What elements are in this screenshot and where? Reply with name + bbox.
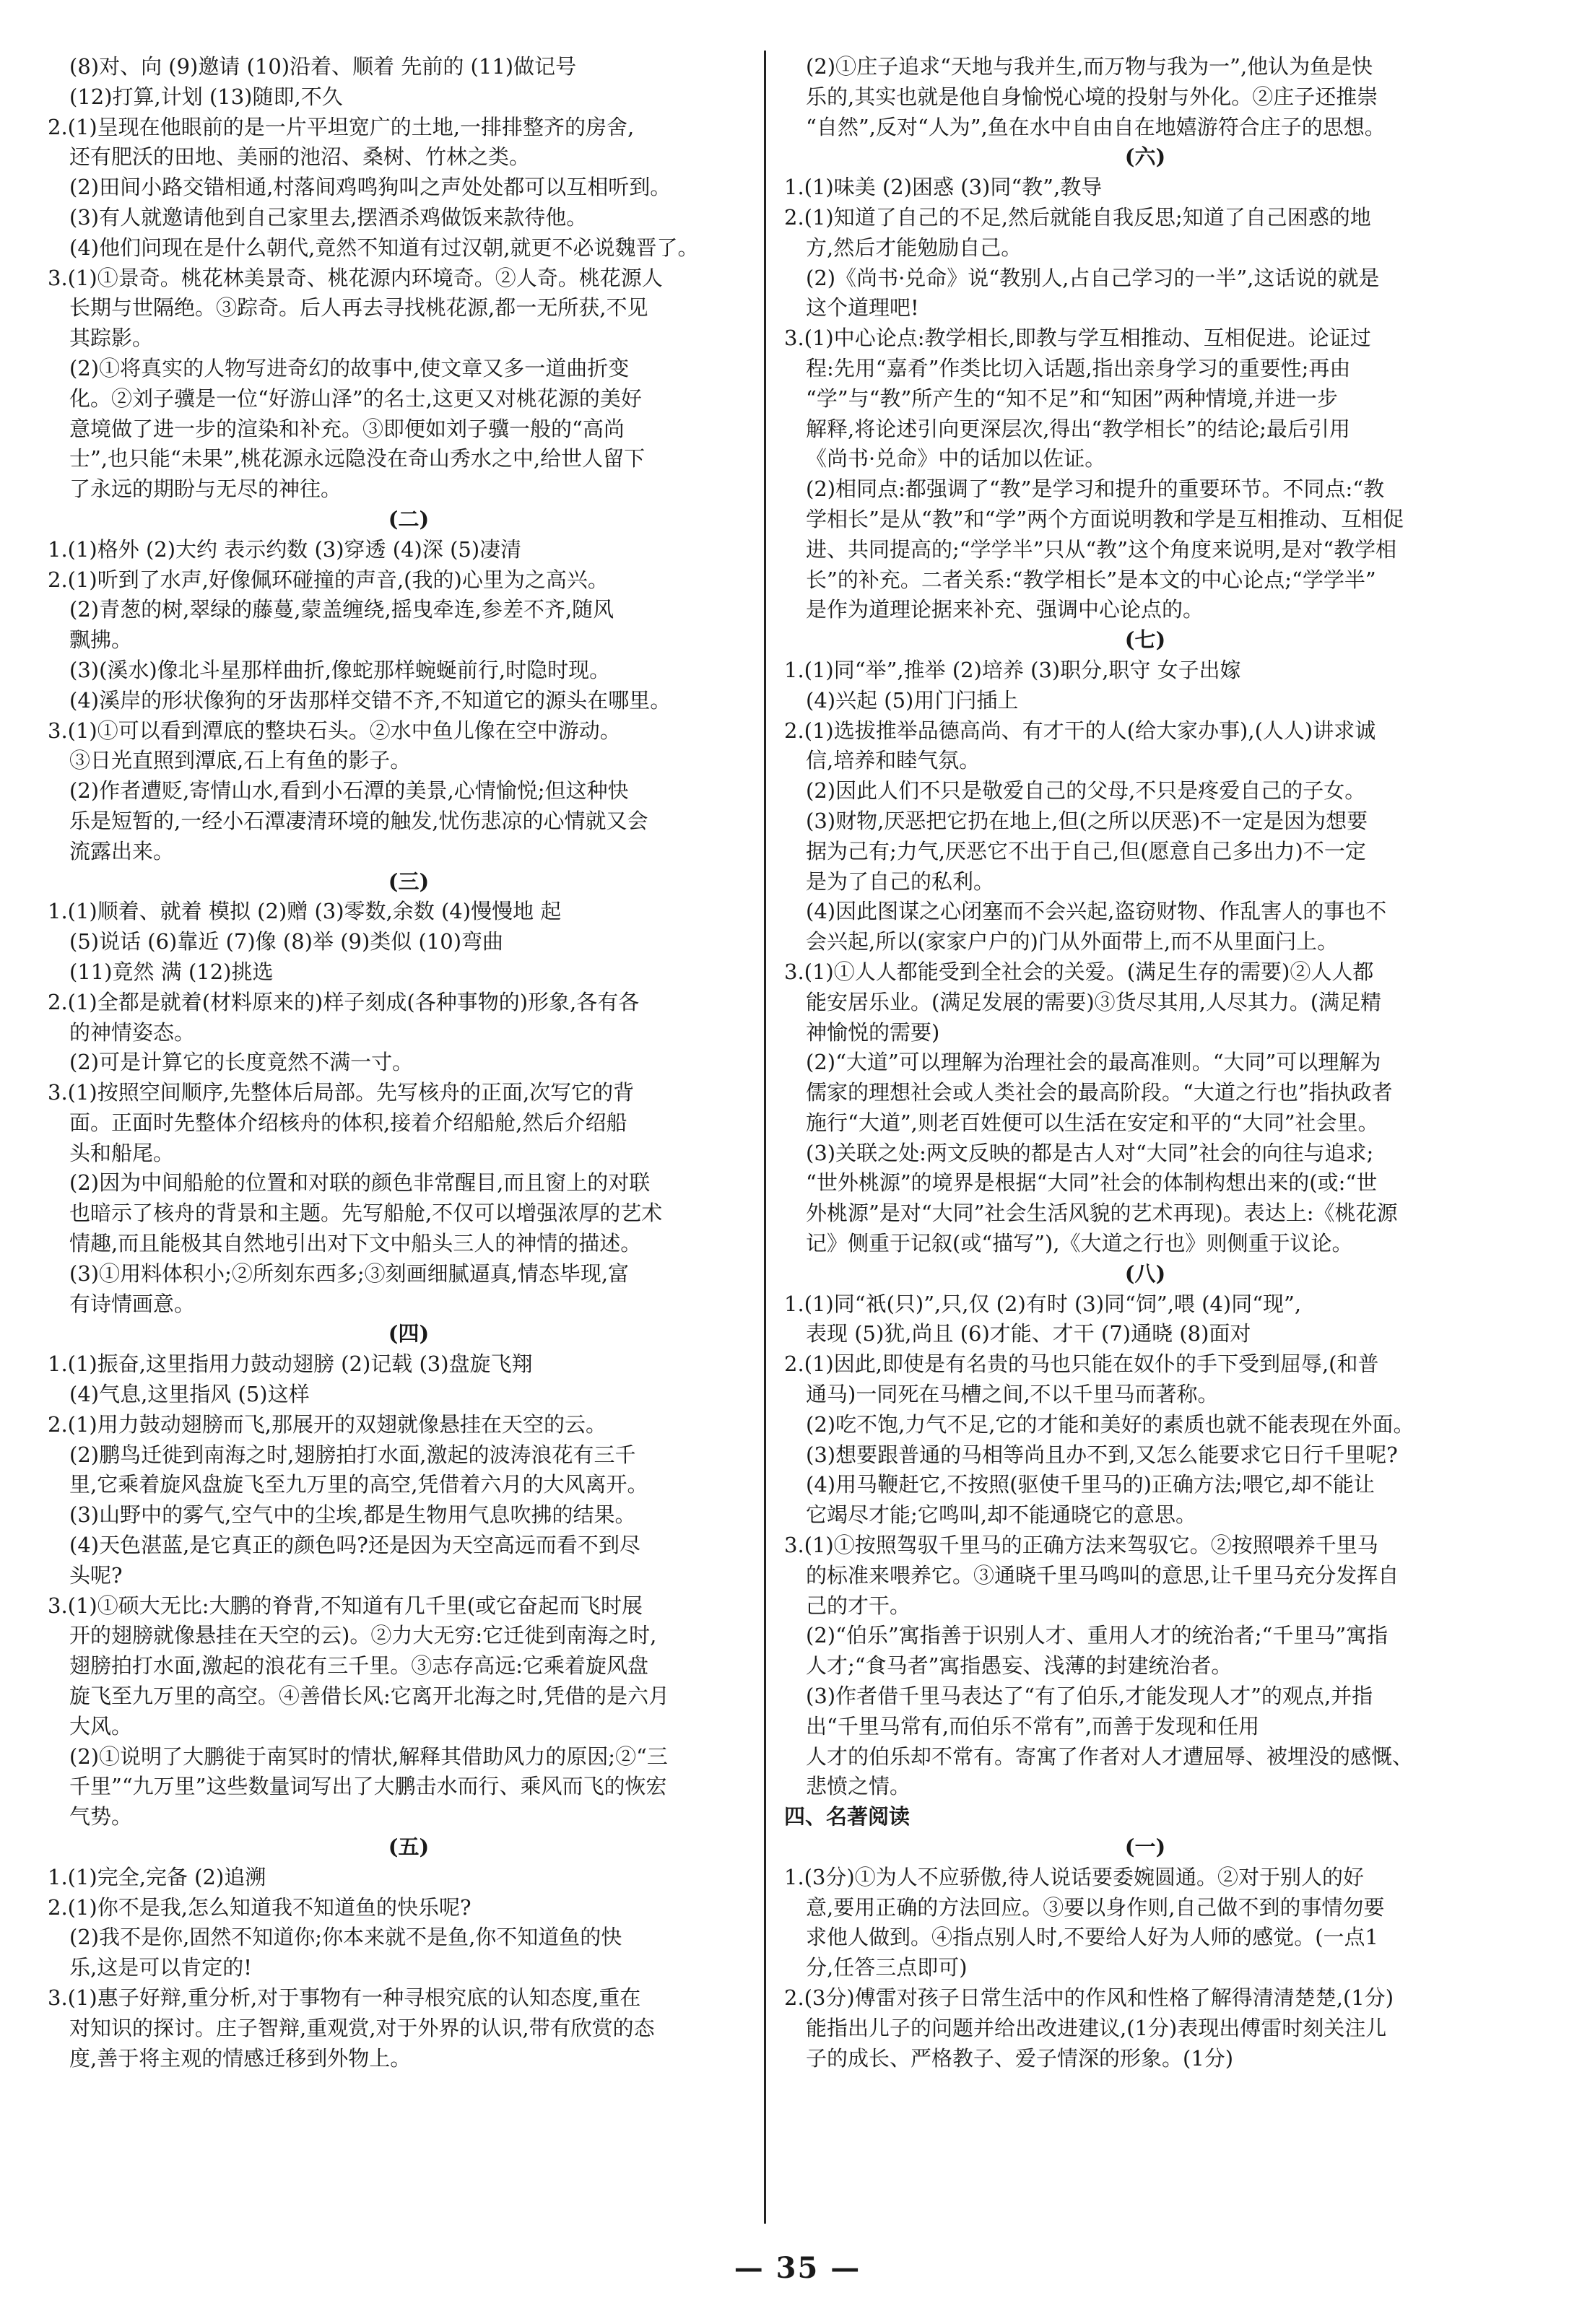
answer-line: (2)作者遭贬,寄情山水,看到小石潭的美景,心情愉悦;但这种快 (69, 778, 629, 804)
answer-line: 1.(3分)①为人不应骄傲,待人说话要委婉圆通。②对于别人的好 (784, 1864, 1364, 1889)
answer-line: 它竭尽才能;它鸣叫,却不能通晓它的意思。 (806, 1502, 1196, 1528)
answer-line: 分,任答三点即可) (806, 1955, 968, 1980)
answer-line: 2.(3分)傅雷对孩子日常生活中的作风和性格了解得清清楚楚,(1分) (784, 1985, 1394, 2010)
answer-line: 解释,将论述引向更深层次,得出“教学相长”的结论;最后引用 (806, 416, 1350, 441)
answer-line: 1.(1)同“举”,推举 (2)培养 (3)职分,职守 女子出嫁 (784, 657, 1241, 682)
answer-line: (2)因为中间船舱的位置和对联的颜色非常醒目,而且窗上的对联 (69, 1170, 651, 1196)
answer-line: 人才的伯乐却不常有。寄寓了作者对人才遭屈辱、被埋没的感慨、 (806, 1744, 1414, 1769)
answer-line: (2)可是计算它的长度竟然不满一寸。 (69, 1050, 414, 1075)
answer-line: 《尚书·兑命》中的话加以佐证。 (806, 446, 1106, 471)
answer-line: (4)兴起 (5)用门闩插上 (806, 687, 1019, 713)
answer-line: 进、共同提高的;“学学半”只从“教”这个角度来说明,是对“教学相 (806, 536, 1397, 562)
answer-line: 2.(1)用力鼓动翅膀而飞,那展开的双翅就像悬挂在天空的云。 (48, 1411, 607, 1437)
right-column (784, 52, 1506, 2073)
answer-line: 外桃源”是对“大同”社会生活风貌的艺术再现)。表达上:《桃花源 (806, 1201, 1398, 1226)
answer-line: 会兴起,所以(家家户户的)门从外面带上,而不从里面闩上。 (806, 929, 1339, 954)
answer-line: 3.(1)①人人都能受到全社会的关爱。(满足生存的需要)②人人都 (784, 959, 1374, 984)
answer-line: (2)鹏鸟迁徙到南海之时,翅膀拍打水面,激起的波涛浪花有三千 (69, 1442, 636, 1467)
answer-line: 其踪影。 (69, 326, 154, 351)
answer-line: 能安居乐业。(满足发展的需要)③货尽其用,人尽其力。(满足精 (806, 989, 1382, 1014)
page-number: — 35 — (734, 2251, 861, 2285)
answer-line: 的标准来喂养它。③通晓千里马鸣叫的意思,让千里马充分发挥自 (806, 1562, 1399, 1588)
answer-line: 是作为道理论据来补充、强调中心论点的。 (806, 597, 1204, 622)
answer-line: 记》侧重于记叙(或“描写”),《大道之行也》则侧重于议论。 (806, 1231, 1353, 1256)
answer-line: 开的翅膀就像悬挂在天空的云)。②力大无穷:它迁徙到南海之时, (69, 1623, 657, 1648)
answer-line: (2)①说明了大鹏徙于南冥时的情状,解释其借助风力的原因;②“三 (69, 1744, 668, 1769)
answer-line: 1.(1)格外 (2)大约 表示约数 (3)穿透 (4)深 (5)凄清 (48, 536, 522, 562)
answer-line: 1.(1)味美 (2)困惑 (3)同“教”,教导 (784, 175, 1103, 200)
answer-line: (2)青葱的树,翠绿的藤蔓,蒙盖缠绕,摇曳牵连,参差不齐,随风 (69, 597, 614, 622)
answer-line: 1.(1)同“祇(只)”,只,仅 (2)有时 (3)同“饲”,喂 (4)同“现”, (784, 1291, 1302, 1316)
answer-line: 通马)一同死在马槽之间,不以千里马而著称。 (806, 1382, 1219, 1407)
answer-line: 也暗示了核舟的背景和主题。先写船舱,不仅可以增强浓厚的艺术 (69, 1201, 663, 1226)
left-column (48, 52, 770, 2073)
answer-line: 是为了自己的私利。 (806, 869, 995, 894)
answer-line: 长期与世隔绝。③踪奇。后人再去寻找桃花源,都一无所获,不见 (69, 295, 648, 321)
answer-line: (2)相同点:都强调了“教”是学习和提升的重要环节。不同点:“教 (806, 476, 1385, 502)
part-heading: 四、名著阅读 (784, 1804, 911, 1829)
answer-line: (4)他们问现在是什么朝代,竟然不知道有过汉朝,就更不必说魏晋了。 (69, 235, 699, 260)
answer-line: 大风。 (69, 1713, 133, 1738)
answer-line: 的神情姿态。 (69, 1019, 196, 1045)
answer-line: 悲愤之情。 (806, 1774, 911, 1799)
answer-line: (3)山野中的雾气,空气中的尘埃,都是生物用气息吹拂的结果。 (69, 1502, 636, 1528)
answer-line: 乐是短暂的,一经小石潭凄清环境的触发,忧伤悲凉的心情就又会 (69, 808, 648, 833)
section-heading: (七) (1124, 627, 1166, 653)
answer-line: “自然”,反对“人为”,鱼在水中自由自在地嬉游符合庄子的思想。 (806, 114, 1386, 139)
answer-line: (4)天色湛蓝,是它真正的颜色吗?还是因为天空高远而看不到尽 (69, 1533, 640, 1558)
answer-line: 面。正面时先整体介绍核舟的体积,接着介绍船舱,然后介绍船 (69, 1110, 627, 1135)
answer-line: 3.(1)①按照驾驭千里马的正确方法来驾驭它。②按照喂养千里马 (784, 1533, 1378, 1558)
answer-line: (2)“伯乐”寓指善于识别人才、重用人才的统治者;“千里马”寓指 (806, 1623, 1388, 1648)
answer-line: 3.(1)按照空间顺序,先整体后局部。先写核舟的正面,次写它的背 (48, 1080, 635, 1105)
answer-line: (3)想要跟普通的马相等尚且办不到,又怎么能要求它日行千里呢? (806, 1442, 1398, 1467)
answer-line: 3.(1)惠子好辩,重分析,对于事物有一种寻根究底的认知态度,重在 (48, 1985, 641, 2010)
answer-line: 2.(1)呈现在他眼前的是一片平坦宽广的土地,一排排整齐的房舍, (48, 114, 635, 139)
answer-line: “学”与“教”所产生的“知不足”和“知困”两种情境,并进一步 (806, 386, 1338, 411)
section-heading: (四) (388, 1321, 430, 1346)
answer-line: 1.(1)振奋,这里指用力鼓动翅膀 (2)记载 (3)盘旋飞翔 (48, 1352, 533, 1377)
answer-line: 3.(1)中心论点:教学相长,即教与学互相推动、互相促进。论证过 (784, 326, 1371, 351)
answer-line: 施行“大道”,则老百姓便可以生活在安定和平的“大同”社会里。 (806, 1110, 1379, 1135)
answer-line: 飘拂。 (69, 627, 133, 653)
answer-line: 儒家的理想社会或人类社会的最高阶段。“大道之行也”指执政者 (806, 1080, 1393, 1105)
answer-line: 度,善于将主观的情感迁移到外物上。 (69, 2045, 412, 2071)
answer-line: 己的才干。 (806, 1593, 911, 1618)
answer-line: 表现 (5)犹,尚且 (6)才能、才干 (7)通晓 (8)面对 (806, 1321, 1251, 1346)
answer-line: 学相长”是从“教”和“学”两个方面说明教和学是互相推动、互相促 (806, 506, 1404, 531)
answer-line: (4)用马鞭赶它,不按照(驱使千里马的)正确方法;喂它,却不能让 (806, 1472, 1375, 1497)
answer-line: (3)①用料体积小;②所刻东西多;③刻画细腻逼真,情态毕现,富 (69, 1261, 630, 1286)
answer-line: (2)田间小路交错相通,村落间鸡鸣狗叫之声处处都可以互相听到。 (69, 175, 672, 200)
answer-line: (4)因此图谋之心闭塞而不会兴起,盗窃财物、作乱害人的事也不 (806, 899, 1387, 924)
section-heading: (二) (388, 506, 430, 531)
answer-line: (4)气息,这里指风 (5)这样 (69, 1382, 310, 1407)
answer-line: 3.(1)①硕大无比:大鹏的脊背,不知道有几千里(或它奋起而飞时展 (48, 1593, 643, 1618)
answer-line: 气势。 (69, 1804, 133, 1829)
answer-line: (11)竟然 满 (12)挑选 (69, 959, 274, 984)
answer-line: 还有肥沃的田地、美丽的池沼、桑树、竹林之类。 (69, 144, 531, 170)
section-heading: (三) (388, 869, 430, 894)
answer-line: 千里”“九万里”这些数量词写出了大鹏击水而行、乘风而飞的恢宏 (69, 1774, 667, 1799)
answer-line: 求他人做到。④指点别人时,不要给人好为人师的感觉。(一点1 (806, 1925, 1378, 1950)
answer-line: 意,要用正确的方法回应。③要以身作则,自己做不到的事情勿要 (806, 1894, 1385, 1920)
answer-line: 3.(1)①景奇。桃花林美景奇、桃花源内环境奇。②人奇。桃花源人 (48, 265, 663, 290)
answer-line: 头和船尾。 (69, 1140, 175, 1165)
answer-line: 乐的,其实也就是他自身愉悦心境的投射与外化。②庄子还推崇 (806, 84, 1378, 109)
answer-line: 化。②刘子骥是一位“好游山泽”的名士,这更又对桃花源的美好 (69, 386, 642, 411)
section-heading: (八) (1124, 1261, 1166, 1286)
answer-line: 神愉悦的需要) (806, 1019, 940, 1045)
answer-line: 里,它乘着旋风盘旋飞至九万里的高空,凭借着六月的大风离开。 (69, 1472, 648, 1497)
section-heading: (六) (1124, 144, 1166, 170)
answer-line: 2.(1)知道了自己的不足,然后就能自我反思;知道了自己困惑的地 (784, 204, 1371, 230)
answer-line: (8)对、向 (9)邀请 (10)沿着、顺着 先前的 (11)做记号 (69, 54, 577, 79)
section-heading: (五) (388, 1835, 430, 1860)
answer-line: 翅膀拍打水面,激起的浪花有三千里。③志存高远:它乘着旋风盘 (69, 1653, 648, 1679)
answer-line: 2.(1)你不是我,怎么知道我不知道鱼的快乐呢? (48, 1894, 471, 1920)
answer-line: (3)关联之处:两文反映的都是古人对“大同”社会的向往与追求; (806, 1140, 1374, 1165)
answer-line: ③日光直照到潭底,石上有鱼的影子。 (69, 748, 412, 773)
column-divider (764, 51, 766, 2224)
answer-line: (2)“大道”可以理解为治理社会的最高准则。“大同”可以理解为 (806, 1050, 1381, 1075)
answer-line: (3)作者借千里马表达了“有了伯乐,才能发现人才”的观点,并指 (806, 1684, 1373, 1709)
answer-line: 方,然后才能勉励自己。 (806, 235, 1022, 260)
answer-line: (2)①将真实的人物写进奇幻的故事中,使文章又多一道曲折变 (69, 355, 630, 380)
answer-line: 人才;“食马者”寓指愚妄、浅薄的封建统治者。 (806, 1653, 1233, 1679)
answer-line: 士”,也只能“未果”,桃花源永远隐没在奇山秀水之中,给世人留下 (69, 446, 646, 471)
answer-line: 信,培养和睦气氛。 (806, 748, 981, 773)
answer-line: 2.(1)听到了水声,好像佩环碰撞的声音,(我的)心里为之高兴。 (48, 567, 609, 592)
answer-line: 了永远的期盼与无尽的神往。 (69, 476, 342, 502)
answer-line: 出“千里马常有,而伯乐不常有”,而善于发现和任用 (806, 1713, 1260, 1738)
answer-line: (12)打算,计划 (13)随即,不久 (69, 84, 343, 109)
answer-line: 对知识的探讨。庄子智辩,重观赏,对于外界的认识,带有欣赏的态 (69, 2015, 655, 2040)
answer-line: 有诗情画意。 (69, 1291, 196, 1316)
answer-line: 能指出儿子的问题并给出改进建议,(1分)表现出傅雷时刻关注儿 (806, 2015, 1387, 2040)
answer-line: 2.(1)选拔推举品德高尚、有才干的人(给大家办事),(人人)讲求诚 (784, 718, 1376, 743)
answer-line: (2)吃不饱,力气不足,它的才能和美好的素质也就不能表现在外面。 (806, 1411, 1414, 1437)
answer-line: (3)有人就邀请他到自己家里去,摆酒杀鸡做饭来款待他。 (69, 204, 588, 230)
answer-line: (4)溪岸的形状像狗的牙齿那样交错不齐,不知道它的源头在哪里。 (69, 687, 672, 713)
answer-line: 长”的补充。二者关系:“教学相长”是本文的中心论点;“学学半” (806, 567, 1376, 592)
answer-line: (5)说话 (6)靠近 (7)像 (8)举 (9)类似 (10)弯曲 (69, 929, 504, 954)
answer-line: 3.(1)①可以看到潭底的整块石头。②水中鱼儿像在空中游动。 (48, 718, 621, 743)
answer-line: 意境做了进一步的渲染和补充。③即便如刘子骥一般的“高尚 (69, 416, 625, 441)
answer-line: 流露出来。 (69, 838, 175, 863)
answer-line: 情趣,而且能极其自然地引出对下文中船头三人的神情的描述。 (69, 1231, 642, 1256)
answer-line: 头呢? (69, 1562, 123, 1588)
answer-line: (3)(溪水)像北斗星那样曲折,像蛇那样蜿蜒前行,时隐时现。 (69, 657, 611, 682)
answer-line: 程:先用“嘉肴”作类比切入话题,指出亲身学习的重要性;再由 (806, 355, 1351, 380)
section-heading: (一) (1124, 1835, 1166, 1860)
answer-line: 旋飞至九万里的高空。④善借长风:它离开北海之时,凭借的是六月 (69, 1684, 669, 1709)
answer-line: (2)①庄子追求“天地与我并生,而万物与我为一”,他认为鱼是快 (806, 54, 1373, 79)
answer-line: (2)《尚书·兑命》说“教别人,占自己学习的一半”,这话说的就是 (806, 265, 1380, 290)
answer-line: 1.(1)顺着、就着 模拟 (2)赠 (3)零数,余数 (4)慢慢地 起 (48, 899, 562, 924)
answer-line: (2)我不是你,固然不知道你;你本来就不是鱼,你不知道鱼的快 (69, 1925, 622, 1950)
answer-line: (2)因此人们不只是敬爱自己的父母,不只是疼爱自己的子女。 (806, 778, 1366, 804)
answer-line: 乐,这是可以肯定的! (69, 1955, 252, 1980)
answer-line: “世外桃源”的境界是根据“大同”社会的体制构想出来的(或:“世 (806, 1170, 1378, 1196)
answer-line: 据为己有;力气,厌恶它不出于自己,但(愿意自己多出力)不一定 (806, 838, 1366, 863)
answer-line: 2.(1)因此,即使是有名贵的马也只能在奴仆的手下受到屈辱,(和普 (784, 1352, 1379, 1377)
answer-line: 2.(1)全都是就着(材料原来的)样子刻成(各种事物的)形象,各有各 (48, 989, 640, 1014)
answer-line: 这个道理吧! (806, 295, 919, 321)
answer-line: 1.(1)完全,完备 (2)追溯 (48, 1864, 266, 1889)
answer-line: (3)财物,厌恶把它扔在地上,但(之所以厌恶)不一定是因为想要 (806, 808, 1368, 833)
answer-line: 子的成长、严格教子、爱子情深的形象。(1分) (806, 2045, 1234, 2071)
